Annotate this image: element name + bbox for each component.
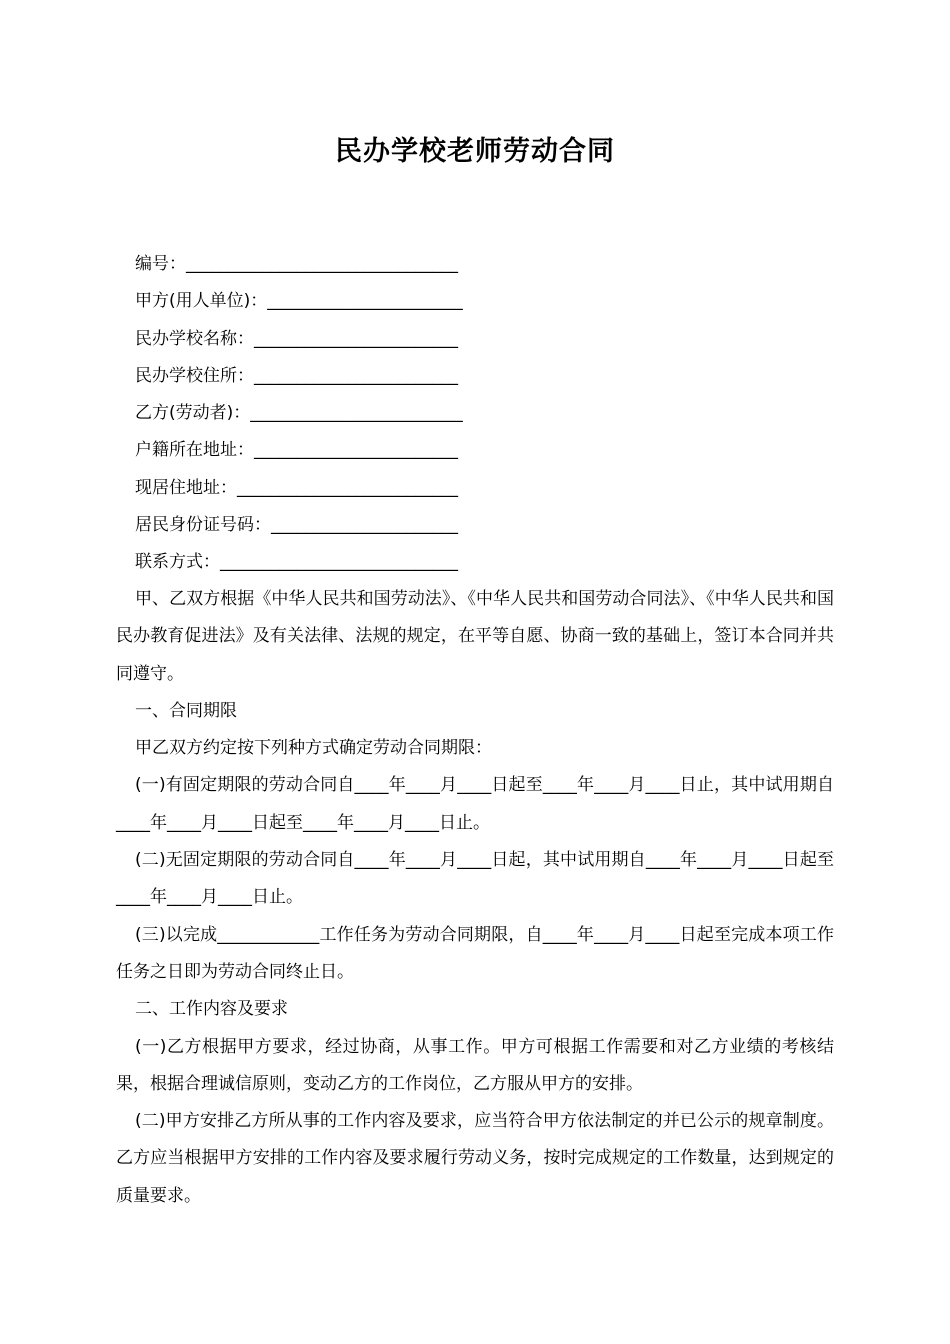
contract-body (116, 581, 834, 1215)
section-heading: 二、工作内容及要求 (135, 999, 288, 1020)
section-lead: 甲乙双方约定按下列种方式确定劳动合同期限： (135, 738, 492, 759)
intro-paragraph: 甲、乙双方根据《中华人民共和国劳动法》、《中华人民共和国劳动合同法》、《中华人民共和国民办教育促进法》及有关法律、法规的规定，在平等自愿、协商一致的基础上，签订本合同并共同遵守。 (116, 589, 834, 684)
field-household-address: 户籍所在地址：________________________ (135, 440, 458, 461)
document-title: 民办学校老师劳动合同 (335, 136, 615, 167)
contract-fields (135, 246, 835, 582)
field-party-a: 甲方(用人单位)：_______________________ (135, 291, 463, 312)
field-number: 编号：________________________________ (135, 254, 458, 274)
clause-job-requirements: (二)甲方安排乙方所从事的工作内容及要求，应当符合甲方依法制定的并已公示的规章制度。乙方应当根据甲方安排的工作内容及要求履行劳动义务，按时完成规定的工作数量，达到规定的质量要求。 (116, 1111, 834, 1206)
field-current-address: 现居住地址：__________________________ (135, 477, 458, 498)
field-party-b: 乙方(劳动者)：_________________________ (135, 403, 463, 424)
clause-job-assignment: (一)乙方根据甲方要求，经过协商，从事工作。甲方可根据工作需要和对乙方业绩的考核结果，根据合理诚信原则，变动乙方的工作岗位，乙方服从甲方的安排。 (116, 1036, 834, 1094)
clause-task-term: (三)以完成____________工作任务为劳动合同期限，自____年____月____日起至完成本项工作任务之日即为劳动合同终止日。 (116, 924, 834, 982)
field-school-name: 民办学校名称：________________________ (135, 328, 458, 349)
field-contact: 联系方式：____________________________ (135, 552, 458, 573)
clause-fixed-term: (一)有固定期限的劳动合同自____年____月____日起至____年____月____日止，其中试用期自____年____月____日起至____年____月____日止。 (116, 775, 834, 833)
field-school-address: 民办学校住所：________________________ (135, 365, 458, 386)
section-heading: 一、合同期限 (135, 700, 237, 721)
field-id-number: 居民身份证号码：______________________ (135, 515, 458, 536)
clause-open-term: (二)无固定期限的劳动合同自____年____月____日起，其中试用期自____年____月____日起至____年____月____日止。 (116, 850, 834, 908)
